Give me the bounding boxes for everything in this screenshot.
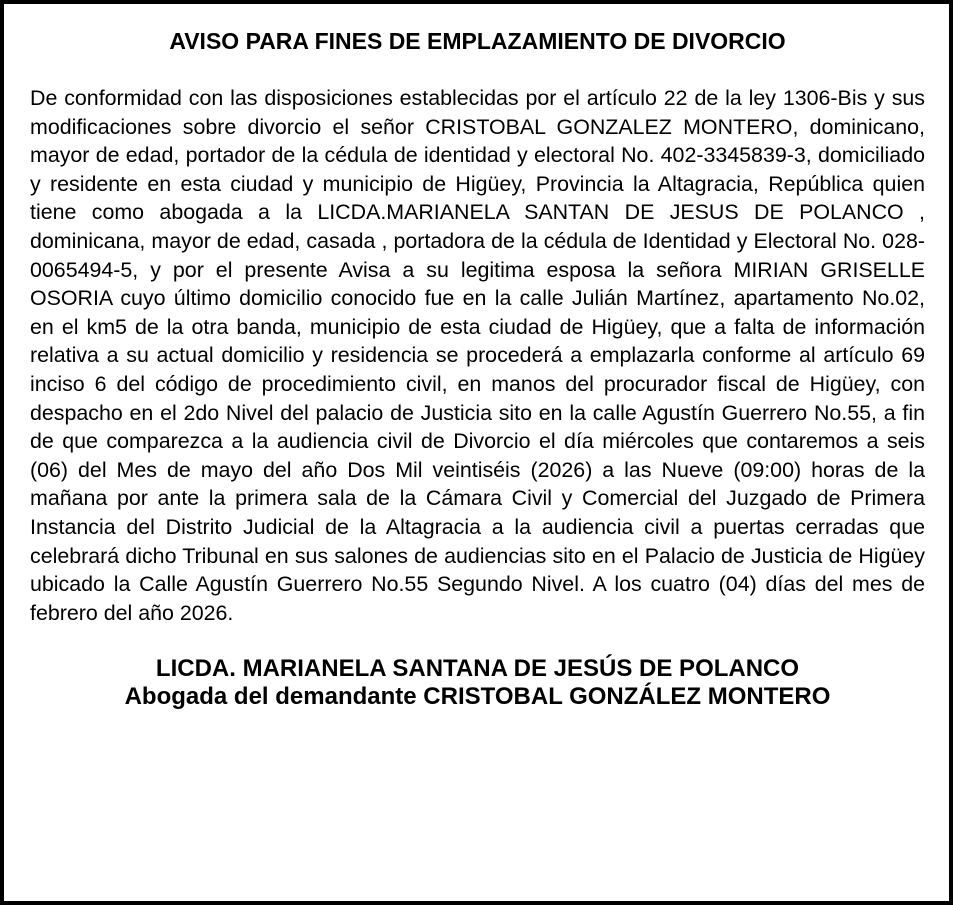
signature-role: Abogada del demandante CRISTOBAL GONZÁLEZ MONTERO [124, 683, 831, 711]
notice-body: De conformidad con las disposiciones establecidas por el artículo 22 de la ley 1306-Bis y sus modificaciones sobre divorcio el señor CRISTOBAL GONZALEZ MONTERO, dominicano, mayor de edad, portador de la cédula de identidad y electoral No. 402-3345839-3, domiciliado y residente en esta ciudad y municipio de Higüey, Provincia la Altagracia, República quien tiene como abogada a la LICDA.MARIANELA SANTAN DE JESUS DE POLANCO , dominicana, mayor de edad, casada , portadora de la cédula de Identidad y Electoral No. 028-0065494-5, y por el presente Avisa a su legitima esposa la señora MIRIAN GRISELLE OSORIA cuyo último domicilio conocido fue en la calle Julián Martínez, apartamento No.02, en el km5 de la otra banda, municipio de esta ciudad de Higüey, que a falta de información relativa a su actual domicilio y residencia se procederá a emplazarla conforme al artículo 69 inciso 6 del código de procedimiento civil, en manos del procurador fiscal de Higüey, con despacho en el 2do Nivel del palacio de Justicia sito en la calle Agustín Guerrero No.55, a fin de que comparezca a la audiencia civil de Divorcio el día miércoles que contaremos a seis (06) del Mes de mayo del año Dos Mil veintiséis (2026) a las Nueve (09:00) horas de la mañana por ante la primera sala de la Cámara Civil y Comercial del Juzgado de Primera Instancia del Distrito Judicial de la Altagracia a la audiencia civil a puertas cerradas que celebrará dicho Tribunal en sus salones de audiencias sito en el Palacio de Justicia de Higüey ubicado la Calle Agustín Guerrero No.55 Segundo Nivel. A los cuatro (04) días del mes de febrero del año 2026. [30, 86, 925, 625]
signature-name: LICDA. MARIANELA SANTANA DE JESÚS DE POLANCO [155, 655, 800, 683]
signature-block [30, 655, 925, 711]
notice-title: AVISO PARA FINES DE EMPLAZAMIENTO DE DIVORCIO [169, 28, 786, 54]
